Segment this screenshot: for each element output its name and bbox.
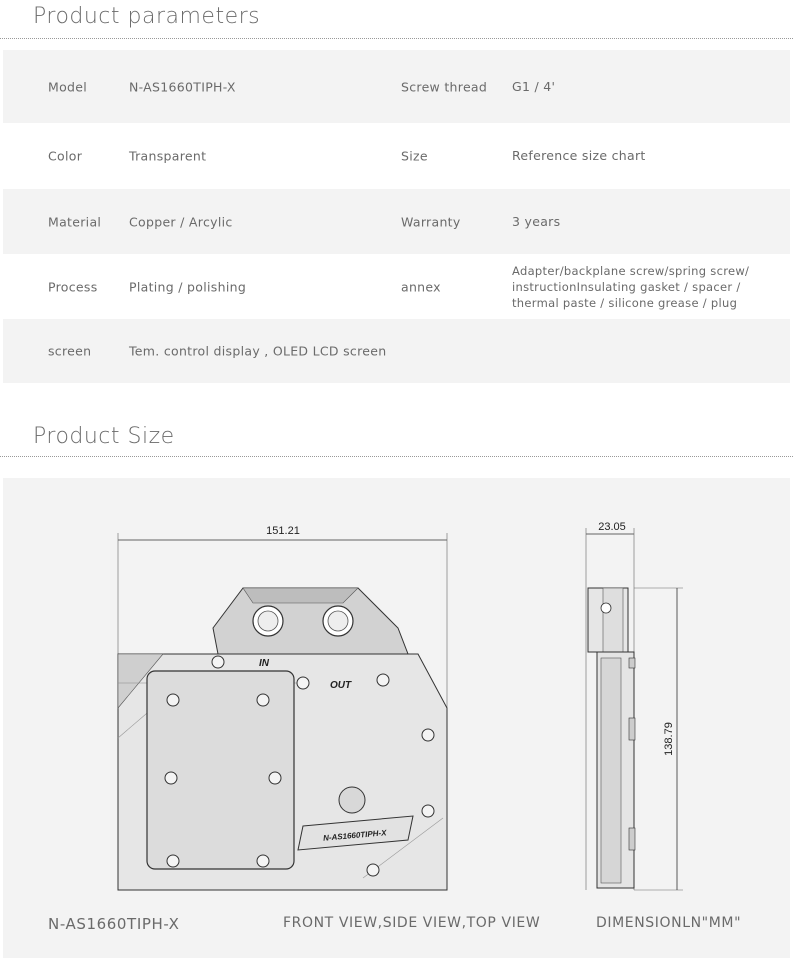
param-label: annex (401, 279, 441, 294)
param-label: Screw thread (401, 79, 488, 94)
size-diagram-panel (3, 478, 790, 958)
param-label: Size (401, 148, 428, 164)
params-table (3, 50, 790, 383)
param-value: Copper / Arcylic (129, 214, 233, 229)
height-dimension-label: 138.79 (663, 722, 675, 756)
out-label: OUT (330, 680, 352, 691)
param-value: Tem. control display , OLED LCD screen (129, 343, 387, 359)
size-title: Product Size (33, 424, 175, 449)
caption-views: FRONT VIEW,SIDE VIEW,TOP VIEW (283, 915, 541, 931)
param-label: Color (48, 148, 83, 164)
caption-model: N-AS1660TIPH-X (48, 915, 180, 933)
param-row-screen (3, 319, 790, 383)
param-label: screen (48, 343, 92, 359)
param-value: 3 years (512, 213, 561, 229)
params-title: Product parameters (33, 4, 261, 29)
dimension-drawing (3, 478, 790, 958)
param-label: Model (48, 79, 88, 94)
size-title-divider (0, 456, 793, 457)
model-plate-label: N-AS1660TIPH-X (322, 828, 387, 843)
param-row-color (3, 123, 790, 189)
param-label: Material (48, 214, 102, 229)
param-row-process (3, 254, 790, 319)
param-value: Reference size chart (512, 148, 646, 163)
param-value: Plating / polishing (129, 279, 247, 294)
in-label: IN (259, 658, 269, 669)
param-label: Process (48, 279, 98, 294)
params-title-divider (0, 38, 793, 39)
param-value: Adapter/backplane screw/spring screw/ instructionInsulating gasket / spacer / thermal paste / silicone grease / plug (512, 263, 750, 310)
front-view (118, 588, 447, 890)
width-dimension-label: 151.21 (266, 525, 300, 537)
param-row-material (3, 189, 790, 254)
param-value: Transparent (129, 148, 207, 164)
depth-dimension-label: 23.05 (598, 521, 626, 533)
param-value: G1 / 4' (512, 78, 556, 94)
param-value: N-AS1660TIPH-X (129, 79, 236, 94)
param-row-model (3, 50, 790, 123)
param-label: Warranty (401, 214, 461, 229)
caption-unit: DIMENSIONLN"MM" (596, 915, 742, 931)
side-view (588, 588, 635, 888)
